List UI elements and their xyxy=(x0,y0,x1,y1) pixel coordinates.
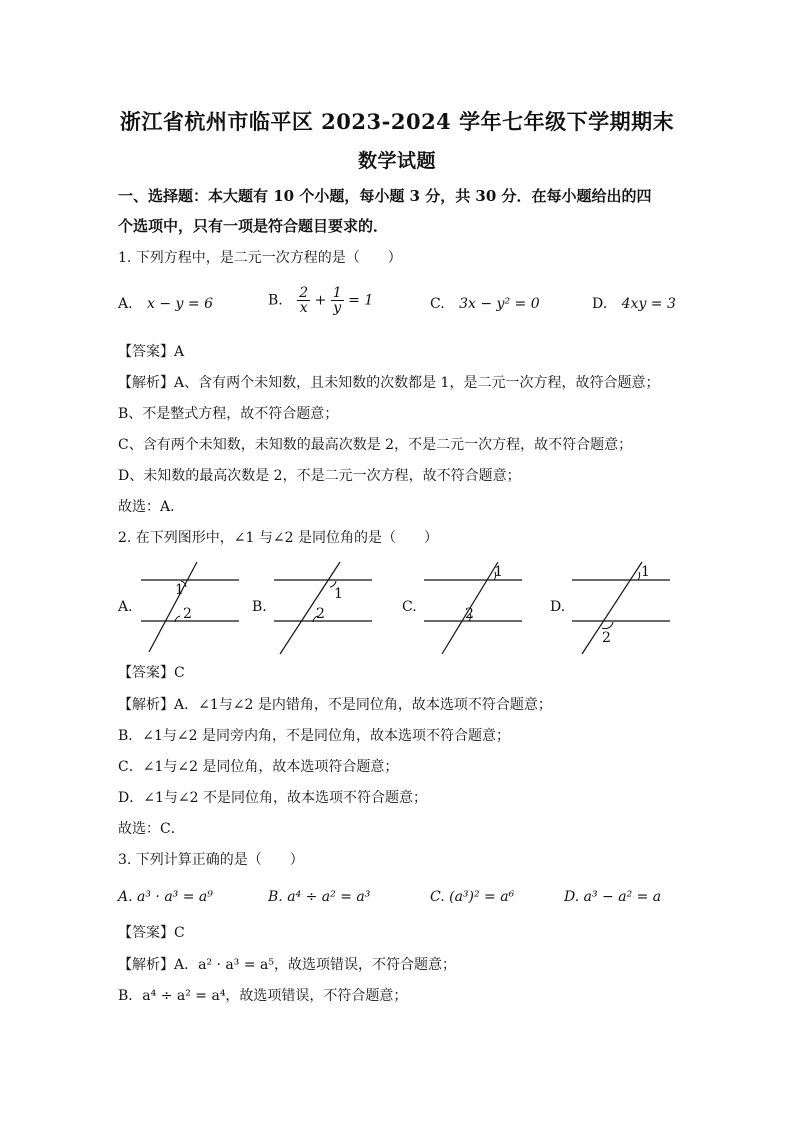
section-heading-line2: 个选项中，只有一项是符合题目要求的． xyxy=(118,217,389,235)
q2-answer: 【答案】C xyxy=(118,665,185,681)
q2-option-c-label: C. xyxy=(402,599,417,615)
q2-a-angle1: 1 xyxy=(175,582,184,598)
q3-option-a: A. a³ · a³ = a⁹ xyxy=(118,889,213,905)
q2-b-angle2: 2 xyxy=(316,606,325,622)
q1-b-rest: = 1 xyxy=(348,292,374,309)
q2-explanation-4: D．∠1与∠2 不是同位角，故本选项不符合题意； xyxy=(118,790,427,806)
q1-explanation-1: 【解析】A、含有两个未知数，且未知数的次数都是 1，是二元一次方程，故符合题意； xyxy=(118,375,660,391)
q2-b-angle1: 1 xyxy=(334,586,343,602)
q1-b-den1: x xyxy=(299,300,308,316)
q1-choose: 故选：A． xyxy=(118,499,185,515)
q1-b-num2: 1 xyxy=(332,285,342,301)
q1-option-c-label: C. xyxy=(430,296,445,312)
q1-b-den2: y xyxy=(333,300,342,316)
q2-explanation-3: C．∠1与∠2 是同位角，故本选项符合题意； xyxy=(118,759,399,775)
q1-option-b-fraction-2 xyxy=(331,286,344,315)
page-title: 浙江省杭州市临平区 2023-2024 学年七年级下学期期末 xyxy=(119,109,675,134)
q1-explanation-3: C、含有两个未知数，未知数的最高次数是 2，不是二元一次方程，故不符合题意； xyxy=(118,437,633,453)
q2-choose: 故选：C． xyxy=(118,821,185,837)
q1-explanation-2: B、不是整式方程，故不符合题意； xyxy=(118,406,339,422)
q2-c-angle1: 1 xyxy=(494,564,503,580)
q3-option-b: B. a⁴ ÷ a² = a³ xyxy=(268,889,371,905)
q1-option-a-label: A. xyxy=(118,296,133,312)
q3-explanation-1: 【解析】A．a² · a³ = a⁵，故选项错误，不符合题意； xyxy=(118,957,456,973)
q1-option-a-math: x − y = 6 xyxy=(147,296,213,312)
q3-option-c: C. (a³)² = a⁶ xyxy=(430,889,515,905)
q3-option-d: D. a³ − a² = a xyxy=(564,889,662,905)
q3-answer: 【答案】C xyxy=(118,925,185,941)
q2-explanation-2: B．∠1与∠2 是同旁内角，不是同位角，故本选项不符合题意； xyxy=(118,728,511,744)
q3-stem: 3. 下列计算正确的是（ ） xyxy=(118,852,304,868)
q2-option-a-label: A. xyxy=(118,599,133,615)
q2-c-angle2: 2 xyxy=(465,606,474,622)
q1-option-d-math: 4xy = 3 xyxy=(621,296,676,312)
page-subtitle: 数学试题 xyxy=(357,150,436,172)
q2-d-angle2: 2 xyxy=(602,630,611,646)
q1-stem: 1. 下列方程中，是二元一次方程的是（ ） xyxy=(118,250,402,266)
q1-b-plus: + xyxy=(314,292,327,309)
q1-option-c xyxy=(430,294,540,314)
q1-option-b-fraction-1 xyxy=(297,286,310,315)
q2-explanation-1: 【解析】A．∠1与∠2 是内错角，不是同位角，故本选项不符合题意； xyxy=(118,697,552,713)
q1-answer: 【答案】A xyxy=(118,344,185,360)
q2-figure-d xyxy=(566,560,676,660)
q2-figure-b xyxy=(268,560,378,660)
q1-option-b-label: B. xyxy=(268,292,283,309)
q1-option-d-label: D. xyxy=(592,296,608,312)
q1-b-num1: 2 xyxy=(299,285,309,301)
q2-option-d-label: D. xyxy=(550,599,566,615)
q1-option-b xyxy=(268,286,373,315)
q2-figure-a xyxy=(135,560,245,660)
q1-option-d xyxy=(592,294,676,314)
q2-a-angle2: 2 xyxy=(183,606,192,622)
q1-option-a xyxy=(118,294,213,314)
q1-explanation-4: D、未知数的最高次数是 2，不是二元一次方程，故不符合题意； xyxy=(118,468,521,484)
q2-stem: 2. 在下列图形中，∠1 与∠2 是同位角的是（ ） xyxy=(118,530,438,546)
q1-option-c-math: 3x − y² = 0 xyxy=(459,296,540,312)
q2-figure-c xyxy=(418,560,528,660)
q2-option-b-label: B. xyxy=(252,599,267,615)
section-heading-line1: 一、选择题：本大题有 10 个小题，每小题 3 分，共 30 分．在每小题给出的四 xyxy=(118,187,652,205)
q3-explanation-2: B．a⁴ ÷ a² = a⁴，故选项错误，不符合题意； xyxy=(118,988,408,1004)
q2-d-angle1: 1 xyxy=(641,564,650,580)
